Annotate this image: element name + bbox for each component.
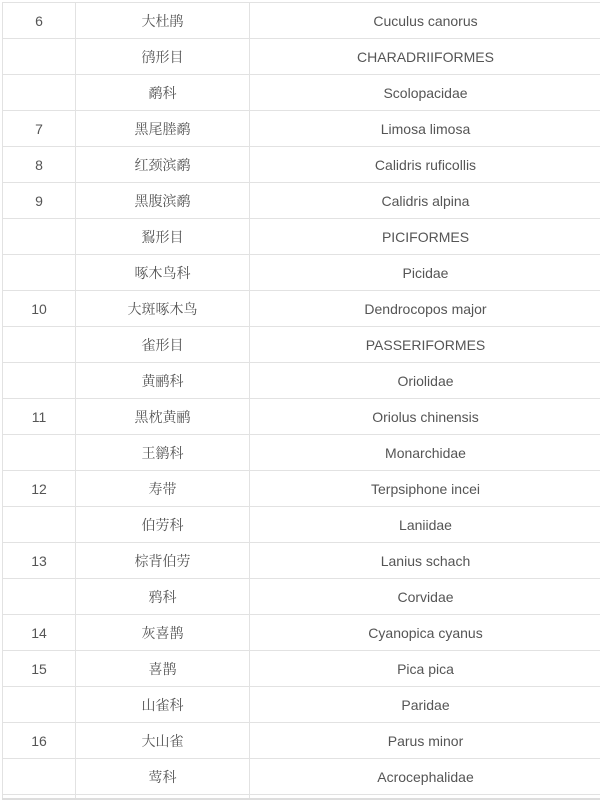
latin-name-cell: CHARADRIIFORMES: [250, 39, 600, 75]
latin-name-cell: Limosa limosa: [250, 111, 600, 147]
table-row: [3, 3, 600, 39]
latin-name-cell: Picidae: [250, 255, 600, 291]
chinese-name-cell: 棕背伯劳: [76, 543, 250, 579]
row-number-cell: 16: [3, 723, 76, 759]
row-number-cell: [3, 255, 76, 291]
table-row: [3, 363, 600, 399]
chinese-name-cell: 红颈滨鹬: [76, 147, 250, 183]
row-number-cell: 7: [3, 111, 76, 147]
table-row: [3, 615, 600, 651]
row-number-cell: [3, 219, 76, 255]
chinese-name-cell: 王鹟科: [76, 435, 250, 471]
species-table-body: [3, 3, 600, 800]
table-row: [3, 759, 600, 795]
empty-cell: [76, 795, 250, 800]
latin-name-cell: Cuculus canorus: [250, 3, 600, 39]
row-number-cell: [3, 579, 76, 615]
row-number-cell: [3, 39, 76, 75]
chinese-name-cell: 黑枕黄鹂: [76, 399, 250, 435]
chinese-name-cell: 鸻形目: [76, 39, 250, 75]
latin-name-cell: Calidris alpina: [250, 183, 600, 219]
chinese-name-cell: 大杜鹃: [76, 3, 250, 39]
latin-name-cell: Laniidae: [250, 507, 600, 543]
table-row: [3, 687, 600, 723]
latin-name-cell: Pica pica: [250, 651, 600, 687]
row-number-cell: [3, 759, 76, 795]
table-row: [3, 291, 600, 327]
latin-name-cell: PICIFORMES: [250, 219, 600, 255]
row-number-cell: 13: [3, 543, 76, 579]
empty-cell: [3, 795, 76, 800]
chinese-name-cell: 大斑啄木鸟: [76, 291, 250, 327]
table-row: [3, 651, 600, 687]
table-row-partial: [3, 795, 600, 800]
row-number-cell: 14: [3, 615, 76, 651]
table-row: [3, 183, 600, 219]
row-number-cell: 15: [3, 651, 76, 687]
chinese-name-cell: 黑尾塍鹬: [76, 111, 250, 147]
table-row: [3, 75, 600, 111]
table-row: [3, 723, 600, 759]
row-number-cell: 11: [3, 399, 76, 435]
chinese-name-cell: 鹬科: [76, 75, 250, 111]
chinese-name-cell: 灰喜鹊: [76, 615, 250, 651]
latin-name-cell: Dendrocopos major: [250, 291, 600, 327]
empty-cell: [250, 795, 600, 800]
chinese-name-cell: 啄木鸟科: [76, 255, 250, 291]
chinese-name-cell: 喜鹊: [76, 651, 250, 687]
latin-name-cell: Scolopacidae: [250, 75, 600, 111]
table-row: [3, 219, 600, 255]
row-number-cell: [3, 363, 76, 399]
table-row: [3, 39, 600, 75]
chinese-name-cell: 山雀科: [76, 687, 250, 723]
row-number-cell: 10: [3, 291, 76, 327]
row-number-cell: [3, 75, 76, 111]
chinese-name-cell: 雀形目: [76, 327, 250, 363]
species-table-container: [2, 2, 598, 800]
latin-name-cell: Oriolus chinensis: [250, 399, 600, 435]
species-table: [2, 2, 600, 800]
latin-name-cell: Monarchidae: [250, 435, 600, 471]
latin-name-cell: Parus minor: [250, 723, 600, 759]
latin-name-cell: PASSERIFORMES: [250, 327, 600, 363]
table-row: [3, 147, 600, 183]
table-row: [3, 471, 600, 507]
chinese-name-cell: 寿带: [76, 471, 250, 507]
latin-name-cell: Lanius schach: [250, 543, 600, 579]
table-row: [3, 435, 600, 471]
row-number-cell: [3, 327, 76, 363]
row-number-cell: [3, 435, 76, 471]
table-row: [3, 579, 600, 615]
chinese-name-cell: 伯劳科: [76, 507, 250, 543]
row-number-cell: 9: [3, 183, 76, 219]
latin-name-cell: Terpsiphone incei: [250, 471, 600, 507]
latin-name-cell: Calidris ruficollis: [250, 147, 600, 183]
latin-name-cell: Paridae: [250, 687, 600, 723]
latin-name-cell: Corvidae: [250, 579, 600, 615]
table-row: [3, 507, 600, 543]
table-row: [3, 327, 600, 363]
table-row: [3, 399, 600, 435]
row-number-cell: [3, 687, 76, 723]
chinese-name-cell: 大山雀: [76, 723, 250, 759]
latin-name-cell: Acrocephalidae: [250, 759, 600, 795]
row-number-cell: 8: [3, 147, 76, 183]
chinese-name-cell: 黄鹂科: [76, 363, 250, 399]
row-number-cell: 6: [3, 3, 76, 39]
table-row: [3, 255, 600, 291]
latin-name-cell: Oriolidae: [250, 363, 600, 399]
row-number-cell: 12: [3, 471, 76, 507]
table-row: [3, 543, 600, 579]
chinese-name-cell: 鸦科: [76, 579, 250, 615]
chinese-name-cell: 莺科: [76, 759, 250, 795]
chinese-name-cell: 鴷形目: [76, 219, 250, 255]
table-row: [3, 111, 600, 147]
row-number-cell: [3, 507, 76, 543]
chinese-name-cell: 黑腹滨鹬: [76, 183, 250, 219]
latin-name-cell: Cyanopica cyanus: [250, 615, 600, 651]
